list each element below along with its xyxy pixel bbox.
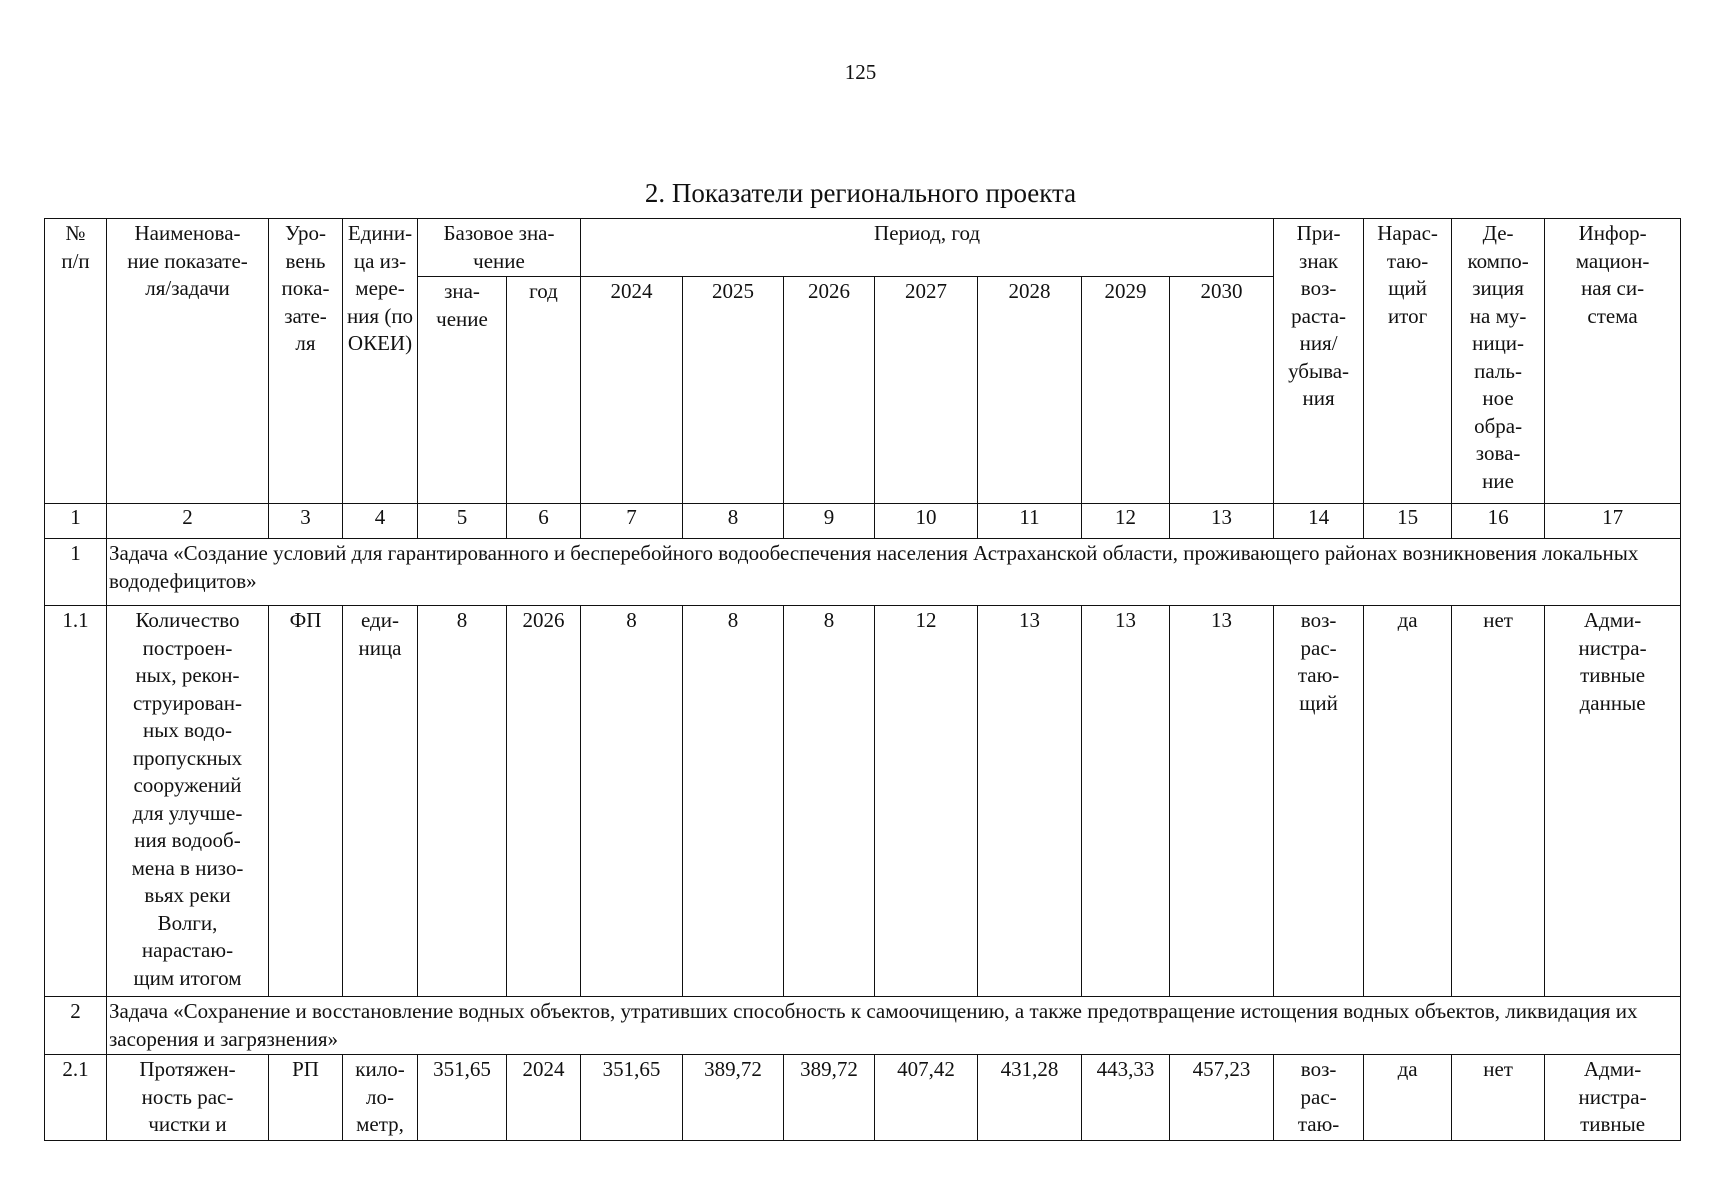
indicator-level: РП (269, 1055, 343, 1141)
indicator-cumulative: да (1364, 1055, 1452, 1141)
indicator-value: 351,65 (581, 1055, 683, 1141)
indicator-value: 8 (683, 606, 784, 997)
column-number: 7 (581, 504, 683, 539)
header-base-value: зна- чение (418, 277, 507, 504)
task-row (45, 997, 1681, 1055)
table-header-row (45, 219, 1681, 277)
column-number-row (45, 504, 1681, 539)
indicators-table (44, 218, 1681, 1141)
indicator-value: 12 (875, 606, 978, 997)
indicator-value: 431,28 (978, 1055, 1082, 1141)
indicator-value: 13 (978, 606, 1082, 997)
indicator-value: 8 (784, 606, 875, 997)
indicator-info-system: Адми- нистра- тивные (1545, 1055, 1681, 1141)
column-number: 13 (1170, 504, 1274, 539)
column-number: 3 (269, 504, 343, 539)
indicator-trend: воз- рас- таю- (1274, 1055, 1364, 1141)
column-number: 11 (978, 504, 1082, 539)
indicator-number: 2.1 (45, 1055, 107, 1141)
indicator-value: 13 (1170, 606, 1274, 997)
column-number: 2 (107, 504, 269, 539)
header-info-system: Инфор- мацион- ная си- стема (1545, 219, 1681, 504)
indicator-base-value: 8 (418, 606, 507, 997)
indicator-value: 389,72 (784, 1055, 875, 1141)
indicator-row (45, 606, 1681, 997)
indicator-decomposition: нет (1452, 606, 1545, 997)
indicator-value: 457,23 (1170, 1055, 1274, 1141)
header-unit: Едини- ца из- мере- ния (по ОКЕИ) (343, 219, 418, 504)
column-number: 6 (507, 504, 581, 539)
header-year: 2026 (784, 277, 875, 504)
column-number: 15 (1364, 504, 1452, 539)
indicator-trend: воз- рас- таю- щий (1274, 606, 1364, 997)
indicator-unit: еди- ница (343, 606, 418, 997)
indicator-info-system: Адми- нистра- тивные данные (1545, 606, 1681, 997)
header-period: Период, год (581, 219, 1274, 277)
column-number: 16 (1452, 504, 1545, 539)
header-num: № п/п (45, 219, 107, 504)
column-number: 17 (1545, 504, 1681, 539)
header-cumulative: Нарас- таю- щий итог (1364, 219, 1452, 504)
indicator-value: 407,42 (875, 1055, 978, 1141)
indicator-value: 443,33 (1082, 1055, 1170, 1141)
column-number: 12 (1082, 504, 1170, 539)
indicator-row (45, 1055, 1681, 1141)
header-trend: При- знак воз- раста- ния/ убыва- ния (1274, 219, 1364, 504)
indicator-base-year: 2026 (507, 606, 581, 997)
indicator-value: 8 (581, 606, 683, 997)
header-year: 2028 (978, 277, 1082, 504)
indicator-number: 1.1 (45, 606, 107, 997)
indicator-value: 13 (1082, 606, 1170, 997)
header-year: 2030 (1170, 277, 1274, 504)
column-number: 5 (418, 504, 507, 539)
header-level: Уро- вень пока- зате- ля (269, 219, 343, 504)
page-title: 2. Показатели регионального проекта (644, 178, 1077, 208)
task-text: Задача «Создание условий для гарантированного и бесперебойного водообеспечения населения Астраханской области, проживающего районах возникновения локальных вододефицитов» (107, 539, 1681, 606)
header-name: Наименова- ние показате- ля/задачи (107, 219, 269, 504)
header-year: 2029 (1082, 277, 1170, 504)
page-number: 125 (844, 60, 877, 84)
task-row (45, 539, 1681, 606)
indicator-base-value: 351,65 (418, 1055, 507, 1141)
column-number: 9 (784, 504, 875, 539)
header-base: Базовое зна- чение (418, 219, 581, 277)
header-decomposition: Де- компо- зиция на му- ници- паль- ное обра- зова- ние (1452, 219, 1545, 504)
task-number: 2 (45, 997, 107, 1055)
column-number: 10 (875, 504, 978, 539)
header-year: 2027 (875, 277, 978, 504)
header-year: 2025 (683, 277, 784, 504)
task-number: 1 (45, 539, 107, 606)
indicator-base-year: 2024 (507, 1055, 581, 1141)
indicator-cumulative: да (1364, 606, 1452, 997)
indicator-unit: кило- ло- метр, (343, 1055, 418, 1141)
indicator-name: Количество построен- ных, рекон- струирован- ных водо- пропускных сооружений для улучше- ния водооб- мена в низо- вьях реки Волги, нарастаю- щим итогом (107, 606, 269, 997)
column-number: 8 (683, 504, 784, 539)
column-number: 1 (45, 504, 107, 539)
column-number: 4 (343, 504, 418, 539)
header-base-year: год (507, 277, 581, 504)
indicator-level: ФП (269, 606, 343, 997)
indicator-decomposition: нет (1452, 1055, 1545, 1141)
header-year: 2024 (581, 277, 683, 504)
indicator-value: 389,72 (683, 1055, 784, 1141)
task-text: Задача «Сохранение и восстановление водных объектов, утративших способность к самоочищению, а также предотвращение истощения водных объектов, ликвидация их засорения и загрязнения» (107, 997, 1681, 1055)
column-number: 14 (1274, 504, 1364, 539)
indicator-name: Протяжен- ность рас- чистки и (107, 1055, 269, 1141)
